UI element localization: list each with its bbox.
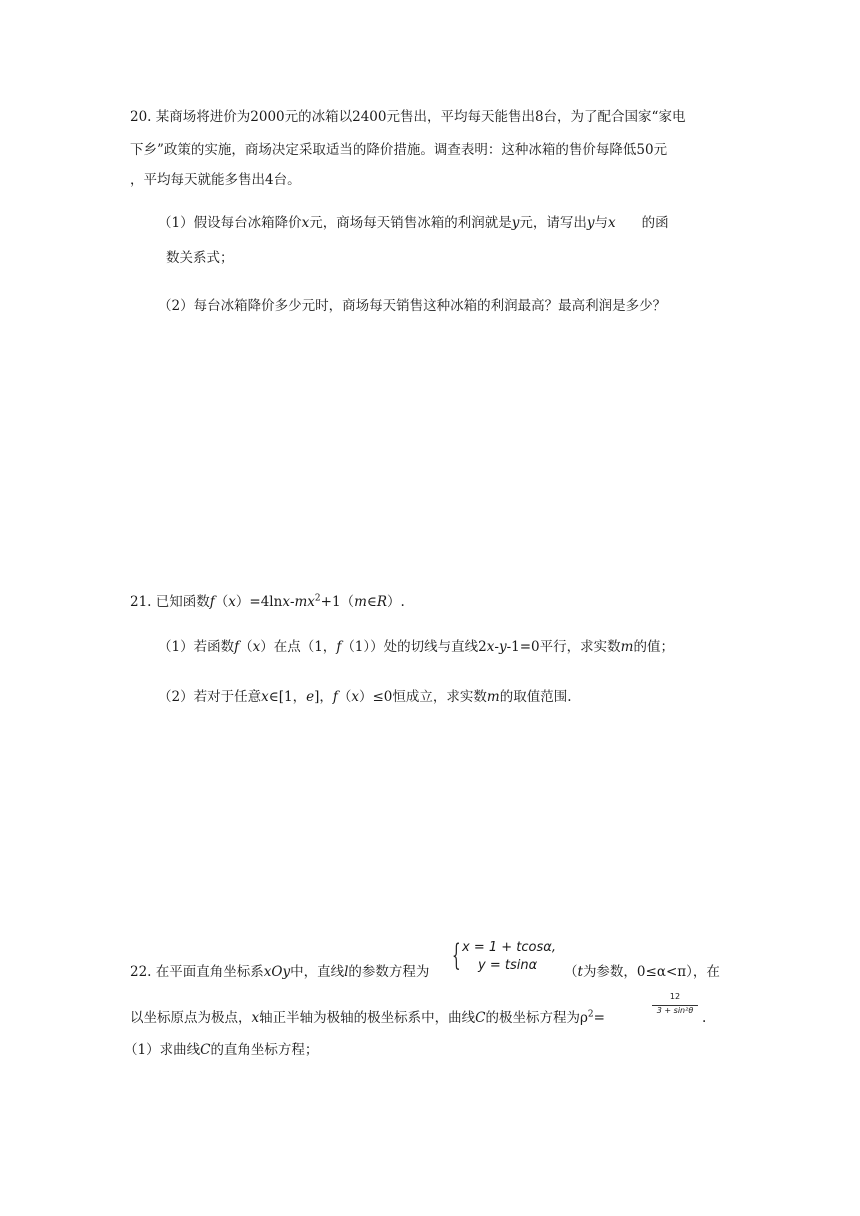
q22-stem-line-1-tail: （t为参数，0≤α<π），在: [564, 964, 720, 980]
q21-stem: 21. 已知函数$f(x)=4\ln x-mx^2+1(m\in R)$.: [130, 593, 405, 610]
polar-fraction: [650, 992, 700, 1022]
q20-line-2: 下乡”政策的实施，商场决定采取适当的降价措施。调查表明：这种冰箱的售价每降低50元: [130, 142, 668, 158]
parametric-equation-system: [452, 938, 558, 978]
q22-stem-line-2-end: .: [702, 1010, 707, 1026]
q22-part-1: （1）求曲线C的直角坐标方程；: [124, 1042, 319, 1058]
q21-part-2: （2）若对于任意x∈[1，e]，f（x）≤0恒成立，求实数m的取值范围.: [158, 689, 572, 705]
q22-stem-line-2: 以坐标原点为极点，x轴正半轴为极轴的极坐标系中，曲线C的极坐标方程为$\rho^2=$: [130, 1009, 605, 1026]
q20-line-3: ，平均每天就能多售出4台。: [130, 172, 301, 188]
fraction-numerator: 12: [669, 992, 681, 1001]
q20-part-2: （2）每台冰箱降价多少元时，商场每天销售这种冰箱的利润最高？最高利润是多少？: [158, 298, 667, 314]
fraction-denominator: 3 + sin²θ: [656, 1006, 694, 1015]
q20-part-1-cont: 数关系式；: [166, 250, 234, 266]
equation-y: y = tsinα: [478, 958, 538, 973]
equation-x: x = 1 + tcosα,: [462, 940, 556, 955]
q20-part-1: （1）假设每台冰箱降价x元，商场每天销售冰箱的利润就是y元，请写出y与x 的函: [158, 215, 669, 231]
q22-stem-line-1: 22. 在平面直角坐标系xOy中，直线l的参数方程为: [130, 964, 430, 980]
q21-part-1: （1）若函数f（x）在点（1，f（1））处的切线与直线2x-y-1=0平行，求实数m的值；: [158, 639, 674, 655]
q20-line-1: 20. 某商场将进价为2000元的冰箱以2400元售出，平均每天能售出8台，为了配合国家“家电: [130, 109, 686, 125]
brace-icon: {: [452, 938, 461, 973]
